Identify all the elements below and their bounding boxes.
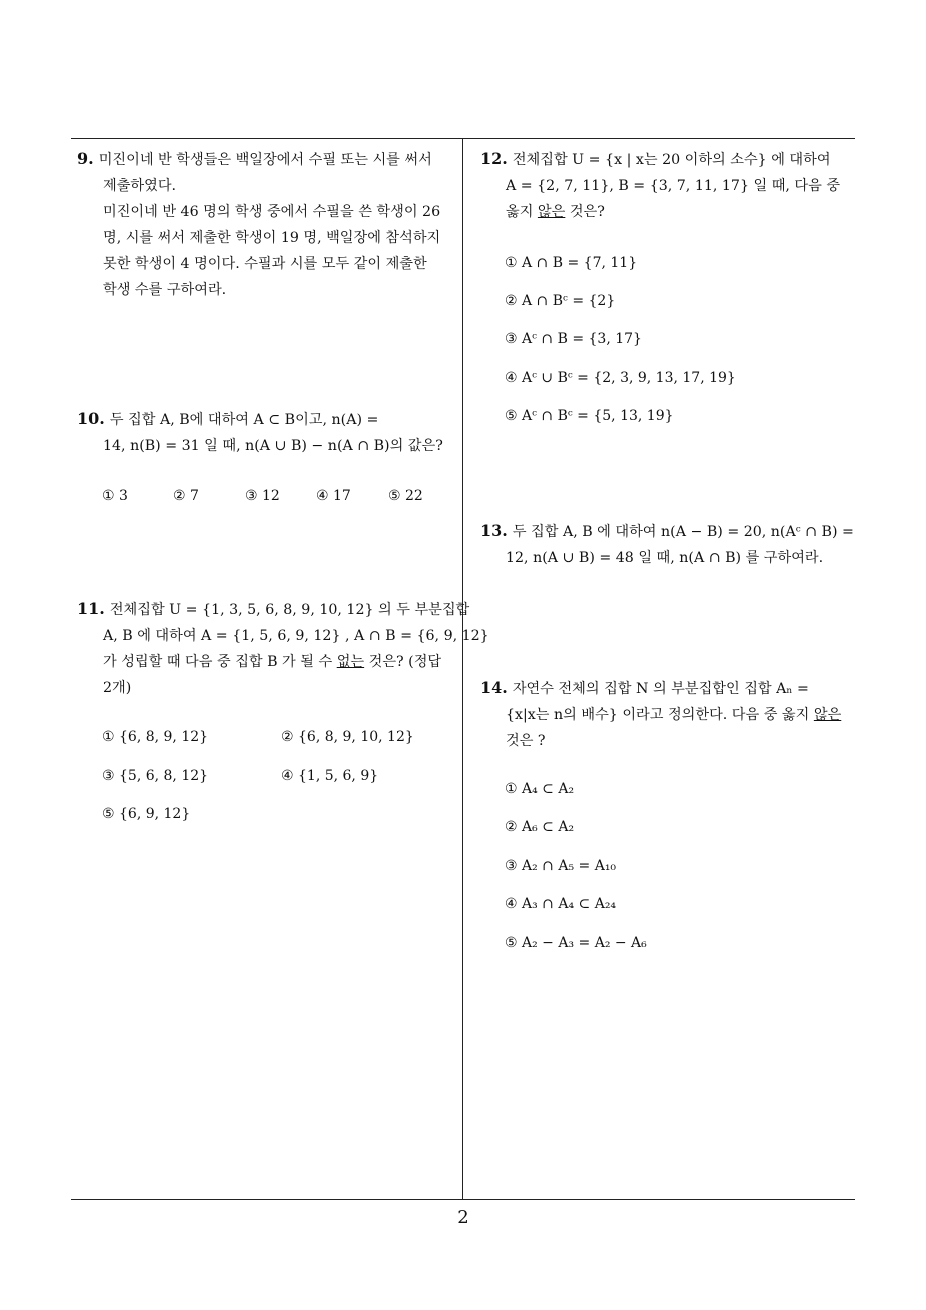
answer-option-4[interactable]: ④ A₃ ∩ A₄ ⊂ A₂₄ — [505, 896, 617, 912]
question-text-line: 14, n(B) = 31 일 때, n(A ∪ B) − n(A ∩ B)의 값은? — [103, 438, 443, 454]
question-number: 10. — [77, 409, 105, 428]
question-text-line: 명, 시를 써서 제출한 학생이 19 명, 백일장에 참석하지 — [103, 230, 441, 246]
answer-option-2[interactable]: ② {6, 8, 9, 10, 12} — [281, 729, 414, 745]
question-text-line: 가 성립할 때 다음 중 집합 B 가 될 수 없는 것은? (정답 — [103, 654, 442, 670]
question-14 — [480, 675, 860, 754]
question-text-line: {x|x는 n의 배수} 이라고 정의한다. 다음 중 옳지 않은 — [506, 707, 842, 723]
answer-option-1[interactable]: ① A₄ ⊂ A₂ — [505, 781, 575, 797]
question-text-line: 전체집합 U = {1, 3, 5, 6, 8, 9, 10, 12} 의 두 부분집합 — [109, 602, 470, 618]
question-text-line: 것은 ? — [506, 733, 546, 749]
page-number: 2 — [457, 1207, 469, 1228]
question-text-line: 제출하였다. — [103, 178, 177, 194]
answer-option-4[interactable]: ④ {1, 5, 6, 9} — [281, 768, 379, 784]
question-text-line: 2개) — [103, 680, 132, 696]
question-11 — [77, 596, 489, 701]
answer-option-5[interactable]: ⑤ 22 — [388, 488, 423, 504]
question-text-line: 못한 학생이 4 명이다. 수필과 시를 모두 같이 제출한 — [103, 256, 427, 272]
question-text-line: 12, n(A ∪ B) = 48 일 때, n(A ∩ B) 를 구하여라. — [506, 550, 824, 566]
question-number: 11. — [77, 599, 105, 618]
answer-option-1[interactable]: ① 3 — [102, 488, 128, 504]
answer-option-3[interactable]: ③ A₂ ∩ A₅ = A₁₀ — [505, 858, 617, 874]
question-number: 9. — [77, 149, 94, 168]
column-divider — [462, 138, 463, 1200]
question-text-line: 미진이네 반 46 명의 학생 중에서 수필을 쓴 학생이 26 — [103, 204, 441, 220]
question-12 — [480, 146, 860, 225]
question-number: 12. — [480, 149, 508, 168]
question-text-line: 전체집합 U = {x | x는 20 이하의 소수} 에 대하여 — [512, 152, 831, 168]
question-text-line: 미진이네 반 학생들은 백일장에서 수필 또는 시를 써서 — [98, 152, 432, 168]
question-9 — [77, 146, 457, 303]
answer-option-3[interactable]: ③ Aᶜ ∩ B = {3, 17} — [505, 331, 642, 347]
bottom-rule — [71, 1199, 855, 1200]
question-text-line: A = {2, 7, 11}, B = {3, 7, 11, 17} 일 때, 다음 중 — [506, 178, 841, 194]
question-text-line: 학생 수를 구하여라. — [103, 282, 227, 298]
answer-option-4[interactable]: ④ 17 — [316, 488, 351, 504]
answer-option-2[interactable]: ② A₆ ⊂ A₂ — [505, 819, 575, 835]
top-rule — [71, 138, 855, 139]
underlined-word: 않은 — [537, 204, 566, 220]
underlined-word: 않은 — [813, 707, 842, 723]
question-text-line: A, B 에 대하여 A = {1, 5, 6, 9, 12} , A ∩ B = {6, 9, 12} — [103, 628, 489, 644]
answer-option-1[interactable]: ① A ∩ B = {7, 11} — [505, 255, 638, 271]
answer-option-5[interactable]: ⑤ {6, 9, 12} — [102, 806, 191, 822]
answer-option-2[interactable]: ② 7 — [173, 488, 199, 504]
question-text-line: 옳지 않은 것은? — [506, 204, 605, 220]
question-number: 13. — [480, 521, 508, 540]
answer-option-3[interactable]: ③ 12 — [245, 488, 280, 504]
question-13 — [480, 518, 860, 571]
question-text-line: 두 집합 A, B에 대하여 A ⊂ B이고, n(A) = — [109, 412, 379, 428]
question-text-line: 두 집합 A, B 에 대하여 n(A − B) = 20, n(Aᶜ ∩ B) = — [512, 524, 854, 540]
question-10 — [77, 406, 457, 459]
answer-option-5[interactable]: ⑤ Aᶜ ∩ Bᶜ = {5, 13, 19} — [505, 408, 674, 424]
answer-option-3[interactable]: ③ {5, 6, 8, 12} — [102, 768, 209, 784]
answer-option-2[interactable]: ② A ∩ Bᶜ = {2} — [505, 293, 616, 309]
answer-option-4[interactable]: ④ Aᶜ ∪ Bᶜ = {2, 3, 9, 13, 17, 19} — [505, 370, 736, 386]
question-number: 14. — [480, 678, 508, 697]
answer-option-1[interactable]: ① {6, 8, 9, 12} — [102, 729, 209, 745]
answer-option-5[interactable]: ⑤ A₂ − A₃ = A₂ − A₆ — [505, 935, 647, 951]
question-text-line: 자연수 전체의 집합 N 의 부분집합인 집합 Aₙ = — [512, 681, 809, 697]
underlined-word: 없는 — [336, 654, 365, 670]
